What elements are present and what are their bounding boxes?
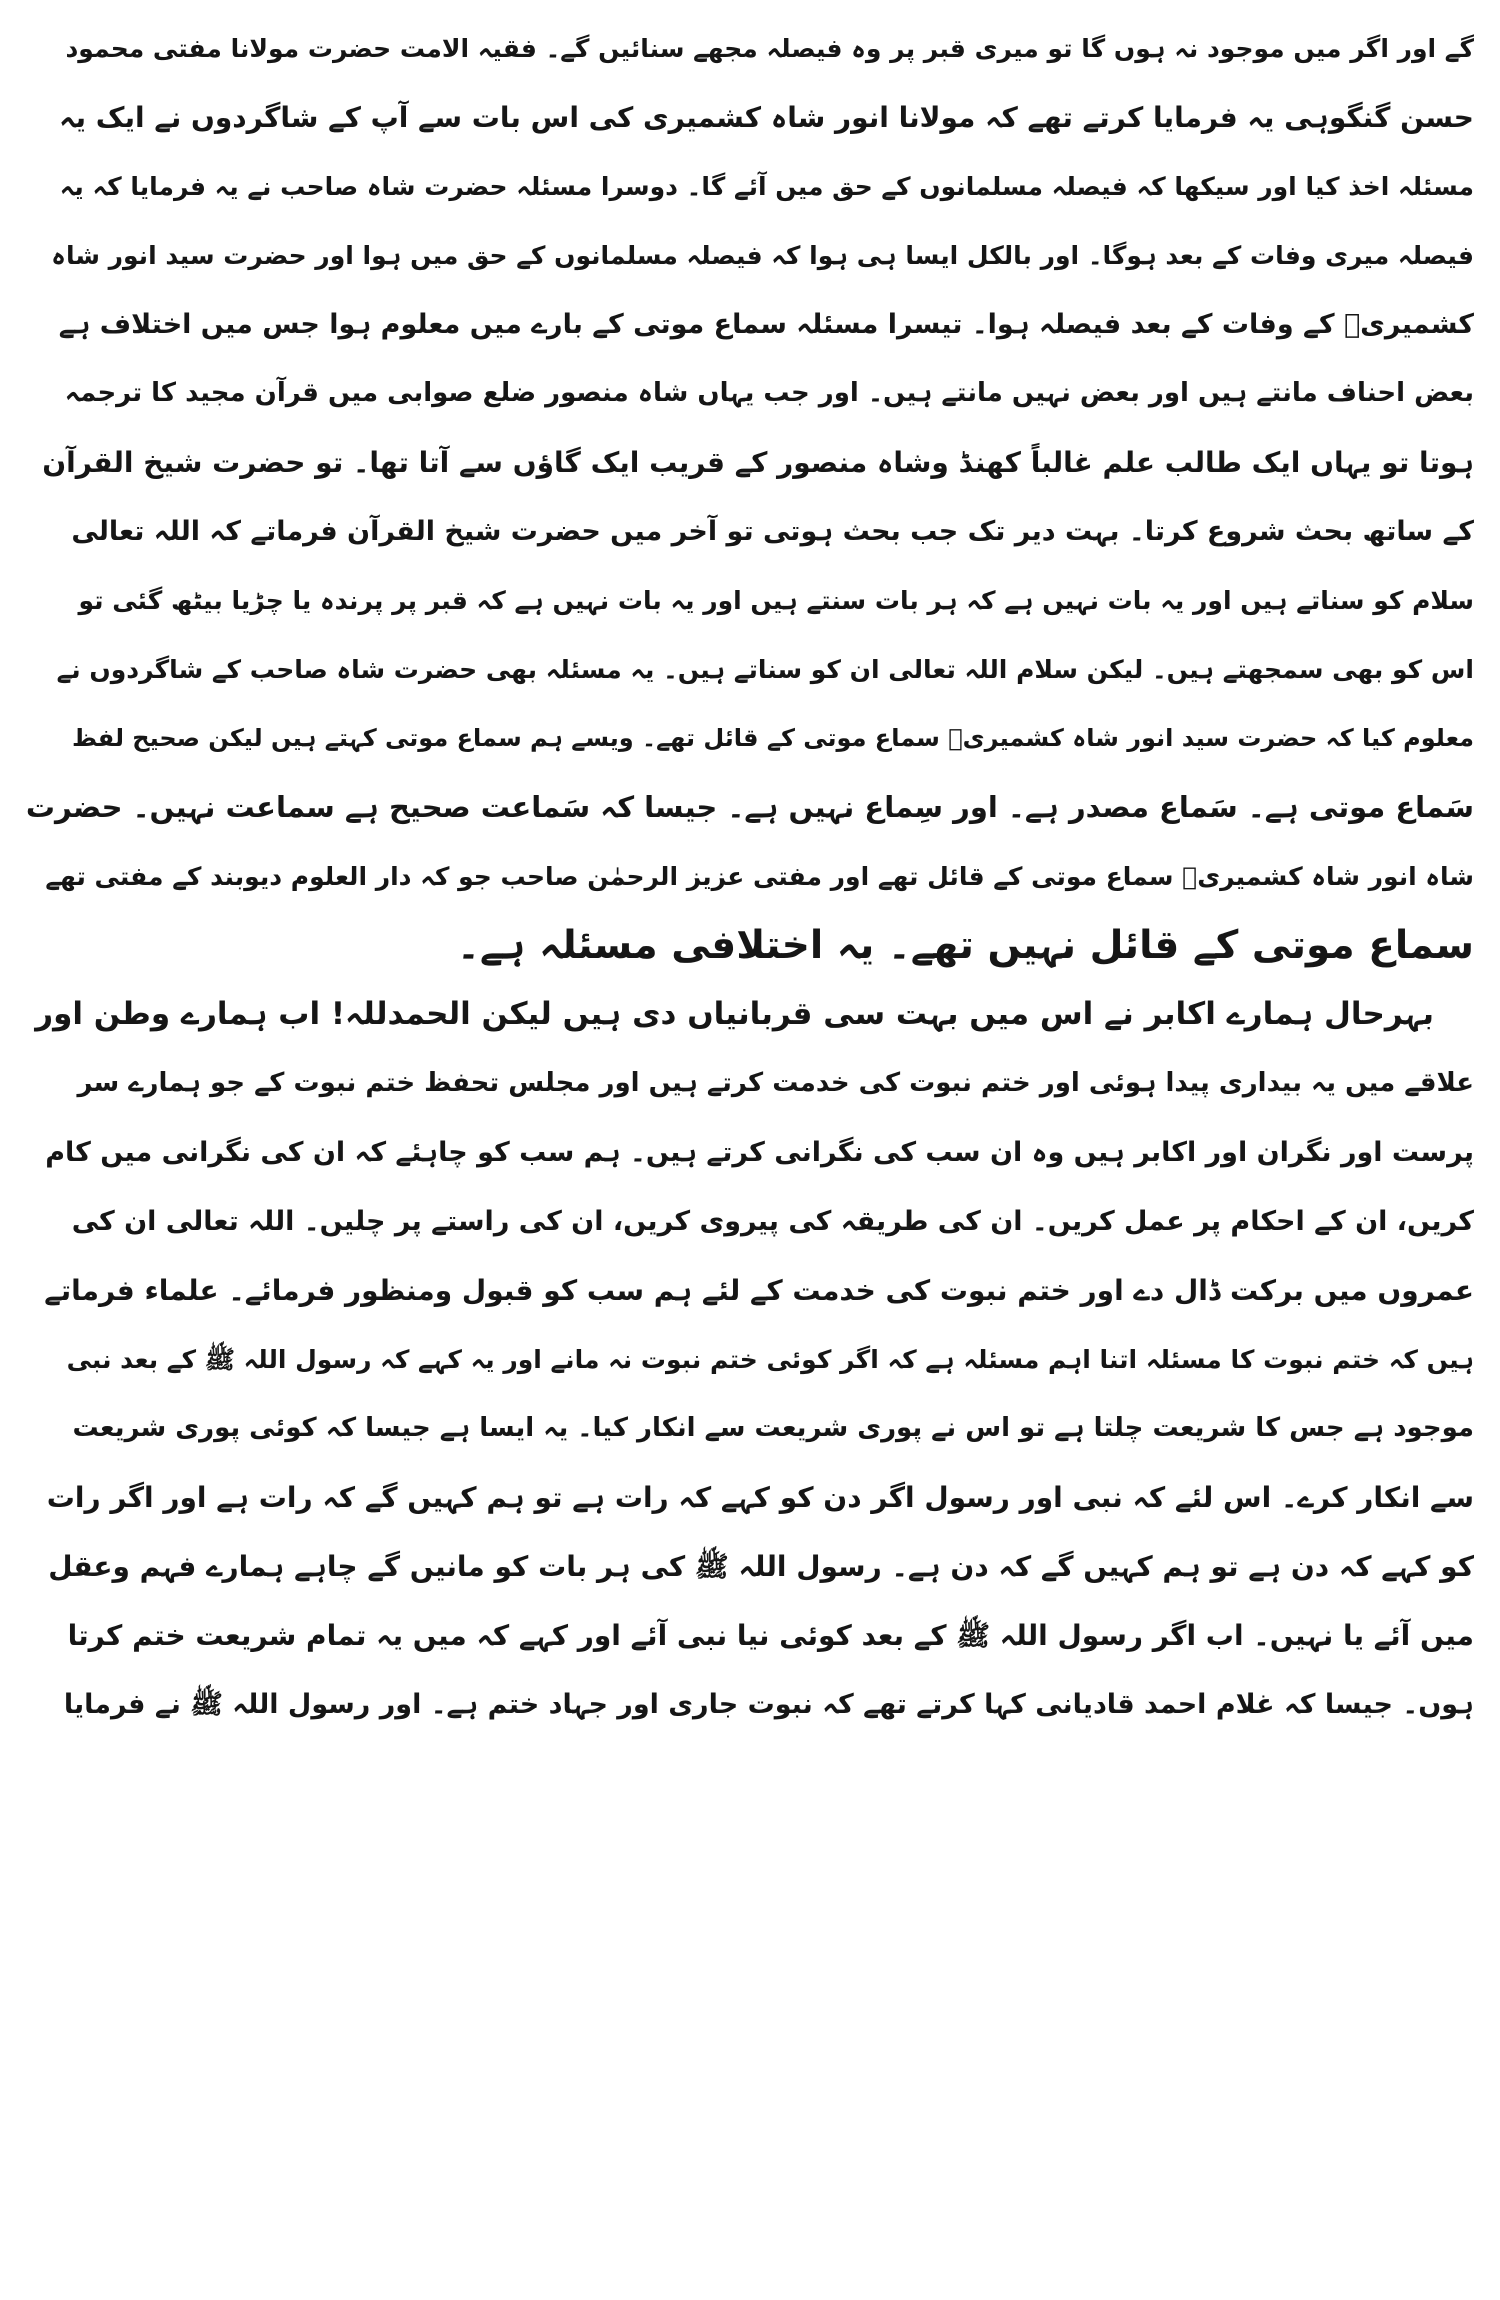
text-line: گے اور اگر میں موجود نہ ہوں گا تو میری قبر پر وہ فیصلہ مجھے سنائیں گے۔ فقیہ الامت حضرت مولانا مفتی محمود bbox=[65, 34, 1474, 63]
text-line: ہیں کہ ختم نبوت کا مسئلہ اتنا اہم مسئلہ ہے کہ اگر کوئی ختم نبوت نہ مانے اور یہ کہے کہ رسول اللہ ﷺ کے بعد نبی bbox=[66, 1345, 1474, 1374]
text-line: اس کو بھی سمجھتے ہیں۔ لیکن سلام اللہ تعالی ان کو سناتے ہیں۔ یہ مسئلہ بھی حضرت شاہ صاحب کے شاگردوں نے bbox=[56, 655, 1474, 684]
text-line: ہوں۔ جیسا کہ غلام احمد قادیانی کہا کرتے تھے کہ نبوت جاری اور جہاد ختم ہے۔ اور رسول اللہ ﷺ نے فرمایا bbox=[63, 1689, 1474, 1720]
text-line: عمروں میں برکت ڈال دے اور ختم نبوت کی خدمت کے لئے ہم سب کو قبول ومنظور فرمائے۔ علماء فرماتے bbox=[44, 1274, 1474, 1307]
text-line: مسئلہ اخذ کیا اور سیکھا کہ فیصلہ مسلمانوں کے حق میں آئے گا۔ دوسرا مسئلہ حضرت شاہ صاحب نے یہ فرمایا کہ یہ bbox=[59, 172, 1474, 201]
text-line: حسن گنگوہی یہ فرمایا کرتے تھے کہ مولانا انور شاہ کشمیری کی اس بات سے آپ کے شاگردوں نے ایک یہ bbox=[59, 101, 1474, 134]
text-line: بہرحال ہمارے اکابر نے اس میں بہت سی قربانیاں دی ہیں لیکن الحمدللہ! اب ہمارے وطن اور bbox=[35, 996, 1434, 1032]
paragraph-khatm-e-nabuwwat bbox=[26, 980, 1474, 1739]
text-line: شاہ انور شاہ کشمیریؒ سماع موتی کے قائل تھے اور مفتی عزیز الرحمٰن صاحب جو کہ دار العلوم دیوبند کے مفتی تھے bbox=[45, 862, 1474, 891]
text-line: موجود ہے جس کا شریعت چلتا ہے تو اس نے پوری شریعت سے انکار کیا۔ یہ ایسا ہے جیسا کہ کوئی پوری شریعت bbox=[72, 1413, 1474, 1443]
text-line: معلوم کیا کہ حضرت سید انور شاہ کشمیریؒ سماع موتی کے قائل تھے۔ ویسے ہم سماع موتی کہتے ہیں لیکن صحیح لفظ bbox=[71, 724, 1474, 752]
text-line: پرست اور نگران اور اکابر ہیں وہ ان سب کی نگرانی کرتے ہیں۔ ہم سب کو چاہئے کہ ان کی نگرانی میں کام bbox=[45, 1137, 1474, 1168]
text-line: کو کہے کہ دن ہے تو ہم کہیں گے کہ دن ہے۔ رسول اللہ ﷺ کی ہر بات کو مانیں گے چاہے ہمارے فہم وعقل bbox=[48, 1550, 1474, 1583]
text-line: سے انکار کرے۔ اس لئے کہ نبی اور رسول اگر دن کو کہے کہ رات ہے تو ہم کہیں گے کہ رات ہے اور اگر رات bbox=[46, 1481, 1474, 1514]
text-line: علاقے میں یہ بیداری پیدا ہوئی اور ختم نبوت کی خدمت کرتے ہیں اور مجلس تحفظ ختم نبوت کے جو ہمارے سر bbox=[77, 1068, 1474, 1098]
text-line: بعض احناف مانتے ہیں اور بعض نہیں مانتے ہیں۔ اور جب یہاں شاہ منصور ضلع صوابی میں قرآن مجید کا ترجمہ bbox=[64, 378, 1474, 408]
paragraph-sama-e-mauta bbox=[26, 14, 1474, 980]
text-line: سماع موتی کے قائل نہیں تھے۔ یہ اختلافی مسئلہ ہے۔ bbox=[456, 923, 1474, 968]
text-line: کشمیریؒ کے وفات کے بعد فیصلہ ہوا۔ تیسرا مسئلہ سماع موتی کے بارے میں معلوم ہوا جس میں اختلاف ہے bbox=[58, 309, 1474, 340]
text-line: ہوتا تو یہاں ایک طالب علم غالباً کھنڈ وشاہ منصور کے قریب ایک گاؤں سے آتا تھا۔ تو حضرت شیخ القرآن bbox=[42, 446, 1474, 479]
text-line: میں آئے یا نہیں۔ اب اگر رسول اللہ ﷺ کے بعد کوئی نیا نبی آئے اور کہے کہ میں یہ تمام شریعت ختم کرتا bbox=[67, 1619, 1474, 1652]
text-line: کریں، ان کے احکام پر عمل کریں۔ ان کی طریقہ کی پیروی کریں، ان کی راستے پر چلیں۔ اللہ تعالی ان کی bbox=[71, 1206, 1474, 1237]
text-line: سَماع موتی ہے۔ سَماع مصدر ہے۔ اور سِماع نہیں ہے۔ جیسا کہ سَماعت صحیح ہے سماعت نہیں۔ حضرت bbox=[26, 790, 1474, 824]
text-line: فیصلہ میری وفات کے بعد ہوگا۔ اور بالکل ایسا ہی ہوا کہ فیصلہ مسلمانوں کے حق میں ہوا اور حضرت سید انور شاہ bbox=[51, 241, 1474, 270]
text-line: کے ساتھ بحث شروع کرتا۔ بہت دیر تک جب بحث ہوتی تو آخر میں حضرت شیخ القرآن فرماتے کہ اللہ تعالی bbox=[71, 516, 1474, 547]
text-line: سلام کو سناتے ہیں اور یہ بات نہیں ہے کہ ہر بات سنتے ہیں اور یہ بات نہیں ہے کہ قبر پر پرندہ یا چڑیا بیٹھ گئی تو bbox=[78, 586, 1474, 615]
